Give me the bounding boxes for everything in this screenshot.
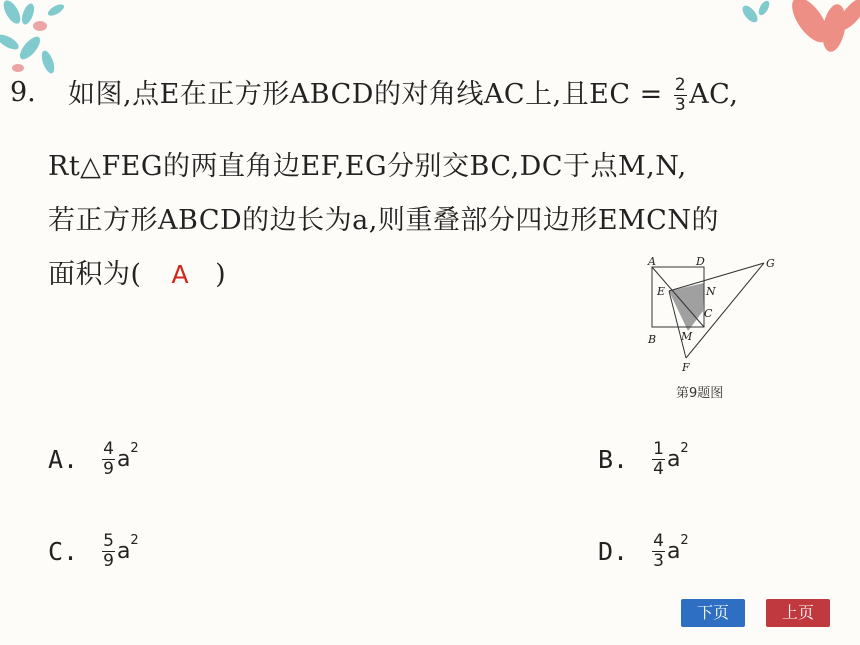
question-line-3: 若正方形ABCD的边长为a,则重叠部分四边形EMCN的 xyxy=(48,205,719,236)
option-d[interactable] xyxy=(598,532,689,571)
option-d-label: D. xyxy=(598,537,629,566)
question-line-1 xyxy=(68,76,738,115)
leaf-decoration-right xyxy=(730,0,860,70)
label-n: N xyxy=(706,285,716,298)
question-text-4a: 面积为( xyxy=(48,259,142,290)
option-c-denominator: 9 xyxy=(103,551,114,571)
option-b-numerator: 1 xyxy=(653,439,664,459)
label-c: C xyxy=(704,307,713,320)
option-a-fraction xyxy=(102,440,115,479)
option-d-denominator: 3 xyxy=(653,551,664,571)
label-f: F xyxy=(682,361,690,374)
leaf-decoration-left xyxy=(0,0,90,85)
option-c-numerator: 5 xyxy=(103,531,114,551)
fraction-denominator: 3 xyxy=(674,95,687,115)
geometry-figure xyxy=(640,255,790,380)
option-c-variable: a xyxy=(116,539,131,564)
option-a-denominator: 9 xyxy=(103,459,114,479)
option-d-numerator: 4 xyxy=(653,531,664,551)
label-d: D xyxy=(696,255,705,268)
option-c[interactable] xyxy=(48,532,139,571)
label-b: B xyxy=(648,333,657,346)
option-b-variable: a xyxy=(666,447,681,472)
option-d-fraction xyxy=(652,532,665,571)
option-b-exponent: 2 xyxy=(680,441,689,456)
option-a-exponent: 2 xyxy=(130,441,139,456)
next-page-button[interactable]: 下页 xyxy=(681,599,745,627)
option-d-variable: a xyxy=(666,539,681,564)
option-b-label: B. xyxy=(598,445,629,474)
option-a-label: A. xyxy=(48,445,79,474)
option-a-numerator: 4 xyxy=(103,439,114,459)
option-c-fraction xyxy=(102,532,115,571)
option-b[interactable] xyxy=(598,440,689,479)
label-m: M xyxy=(681,330,693,343)
label-a: A xyxy=(648,255,656,268)
question-line-4 xyxy=(48,258,226,292)
option-a-variable: a xyxy=(116,447,131,472)
option-b-fraction xyxy=(652,440,665,479)
option-d-exponent: 2 xyxy=(680,533,689,548)
label-e: E xyxy=(657,285,666,298)
question-text-1b: AC, xyxy=(689,79,739,110)
question-line-2: Rt△FEG的两直角边EF,EG分别交BC,DC于点M,N, xyxy=(48,151,687,182)
option-c-exponent: 2 xyxy=(130,533,139,548)
label-g: G xyxy=(766,257,775,270)
question-text-1a: 如图,点E在正方形ABCD的对角线AC上,且EC = xyxy=(68,79,663,110)
fraction-numerator: 2 xyxy=(674,75,687,95)
figure-caption: 第9题图 xyxy=(676,386,724,401)
answer-text: A xyxy=(171,260,190,289)
question-number: 9. xyxy=(10,77,36,108)
option-c-label: C. xyxy=(48,537,79,566)
fraction-two-thirds xyxy=(674,76,687,115)
previous-page-button[interactable]: 上页 xyxy=(766,599,830,627)
option-b-denominator: 4 xyxy=(653,459,664,479)
question-text-4b: ) xyxy=(215,259,227,290)
option-a[interactable] xyxy=(48,440,139,479)
